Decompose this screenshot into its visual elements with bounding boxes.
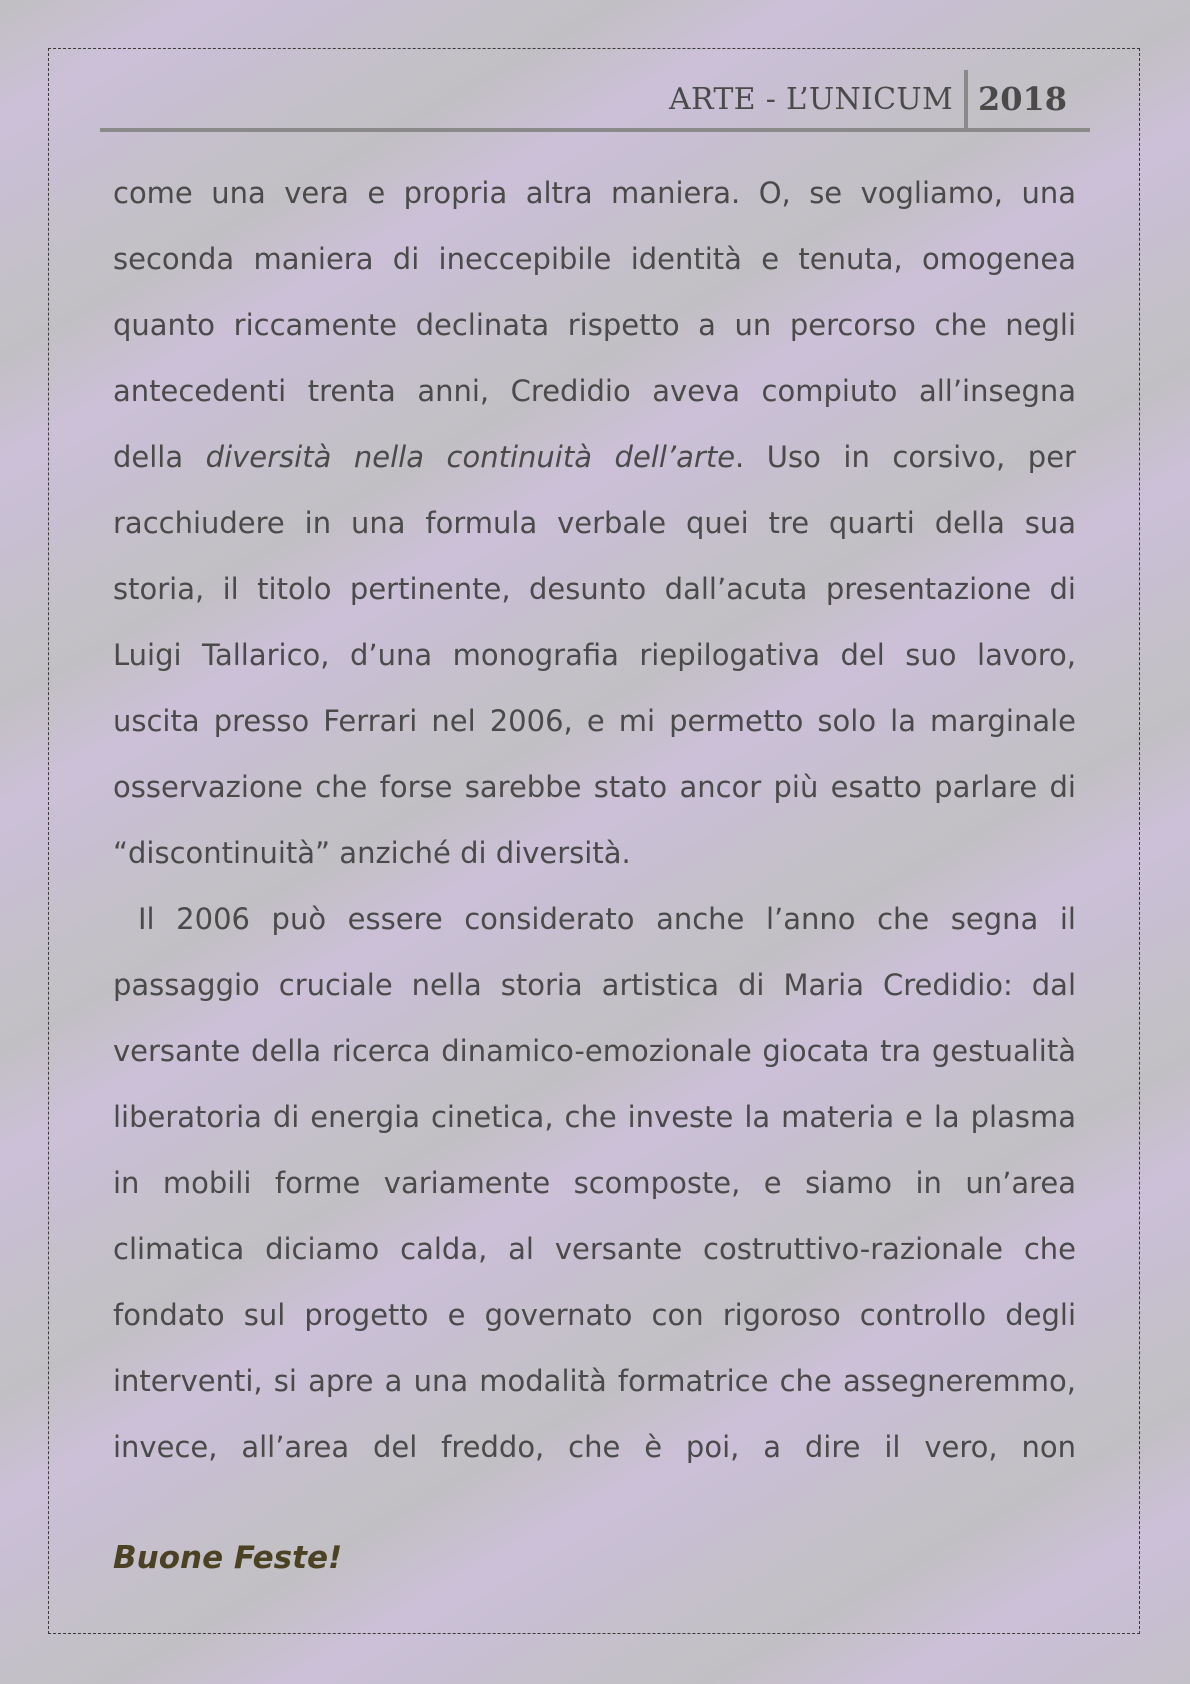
text-fragment: della (113, 440, 206, 474)
text-line: antecedenti trenta anni, Credidio aveva compiuto all’insegna (113, 374, 1076, 408)
text-line: climatica diciamo calda, al versante costruttivo-razionale che (113, 1232, 1076, 1266)
text-line: racchiudere in una formula verbale quei tre quarti della sua (113, 506, 1076, 540)
publication-year: 2018 (978, 80, 1068, 118)
text-line: osservazione che forse sarebbe stato ancor più esatto parlare di (113, 770, 1076, 804)
publication-title: ARTE - L’UNICUM (669, 82, 953, 117)
text-line: interventi, si apre a una modalità formatrice che assegneremmo, (113, 1364, 1076, 1398)
text-fragment: . Uso in corsivo, per (735, 440, 1076, 474)
page-header (100, 70, 1090, 132)
text-line: come una vera e propria altra maniera. O, se vogliamo, una (113, 176, 1076, 210)
text-line: invece, all’area del freddo, che è poi, a dire il vero, non (113, 1430, 1076, 1464)
italic-phrase: diversità nella continuità dell’arte (205, 440, 736, 474)
text-line: fondato sul progetto e governato con rigoroso controllo degli (113, 1298, 1076, 1332)
holiday-greeting: Buone Feste! (113, 1540, 343, 1576)
text-line: Il 2006 può essere considerato anche l’anno che segna il (138, 902, 1076, 936)
text-line (113, 424, 1076, 490)
text-line: seconda maniera di ineccepibile identità e tenuta, omogenea (113, 242, 1076, 276)
text-line: quanto riccamente declinata rispetto a un percorso che negli (113, 308, 1076, 342)
header-divider (964, 70, 968, 128)
text-line: versante della ricerca dinamico-emozionale giocata tra gestualità (113, 1034, 1076, 1068)
text-line: Luigi Tallarico, d’una monografia riepilogativa del suo lavoro, (113, 638, 1076, 672)
text-line: uscita presso Ferrari nel 2006, e mi permetto solo la marginale (113, 704, 1076, 738)
text-line: “discontinuità” anziché di diversità. (113, 836, 631, 870)
text-line: in mobili forme variamente scomposte, e siamo in un’area (113, 1166, 1076, 1200)
paragraph-2 (113, 886, 1076, 1480)
paragraph-1 (113, 160, 1076, 886)
text-line: liberatoria di energia cinetica, che investe la materia e la plasma (113, 1100, 1076, 1134)
text-line: passaggio cruciale nella storia artistica di Maria Credidio: dal (113, 968, 1076, 1002)
article-body (113, 160, 1076, 1480)
text-line: storia, il titolo pertinente, desunto dall’acuta presentazione di (113, 572, 1076, 606)
